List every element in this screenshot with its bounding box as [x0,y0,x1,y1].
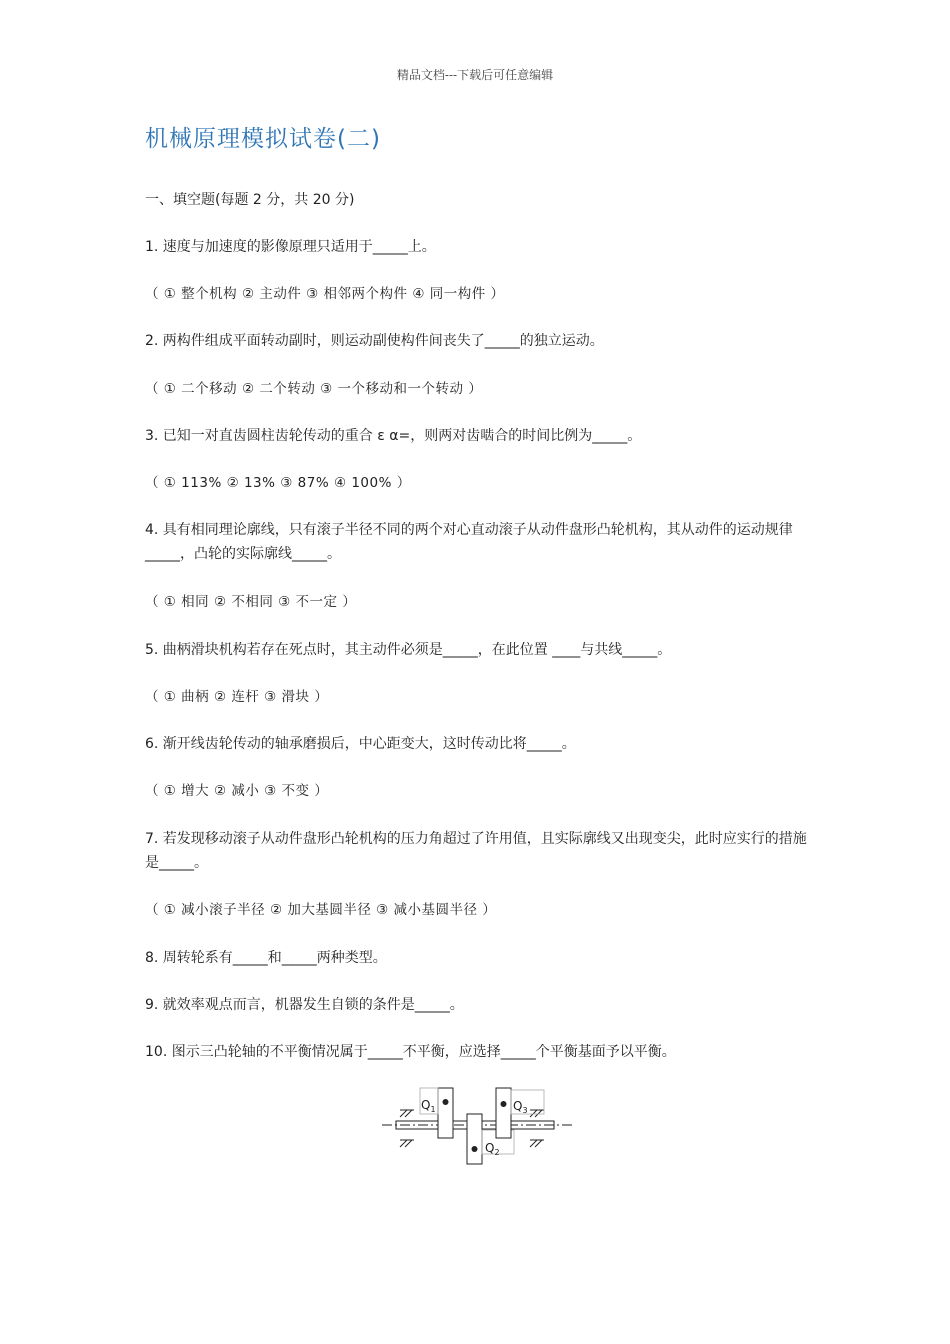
cam-3 [496,1088,511,1138]
cam-1-mass [443,1099,449,1105]
cam-2-label: $Q_2$ [485,1141,500,1157]
question-7-options: （ ① 减小滚子半径 ② 加大基圆半径 ③ 减小基圆半径 ） [145,902,497,918]
question-8: 8. 周转轮系有_____和_____两种类型。 [145,950,387,966]
question-1: 1. 速度与加速度的影像原理只适用于_____上。 [145,239,436,255]
question-6-options: （ ① 增大 ② 减小 ③ 不变 ） [145,783,329,799]
question-3: 3. 已知一对直齿圆柱齿轮传动的重合 ε α=，则两对齿啮合的时间比例为_____。 [145,428,642,444]
question-3-options: （ ① 113% ② 13% ③ 87% ④ 100% ） [145,475,411,491]
question-2: 2. 两构件组成平面转动副时，则运动副使构件间丧失了_____的独立运动。 [145,333,604,349]
question-2-options: （ ① 二个移动 ② 二个转动 ③ 一个移动和一个转动 ） [145,381,483,397]
question-10: 10. 图示三凸轮轴的不平衡情况属于_____不平衡，应选择_____个平衡基面予以平衡。 [145,1044,676,1060]
cam-1-label: $Q_1$ [421,1098,436,1114]
question-7: 7. 若发现移动滚子从动件盘形凸轮机构的压力角超过了许用值，且实际廓线又出现变尖，此时应实行的措施是_____。 [145,831,807,871]
page-title: 机械原理模拟试卷(二) [145,126,381,152]
cam-3-label: $Q_3$ [513,1099,528,1115]
question-9: 9. 就效率观点而言，机器发生自锁的条件是_____。 [145,997,464,1013]
section-heading: 一、填空题(每题 2 分，共 20 分) [145,192,355,208]
question-4-options: （ ① 相同 ② 不相同 ③ 不一定 ） [145,594,357,610]
cam-2-mass [472,1146,478,1152]
question-5: 5. 曲柄滑块机构若存在死点时，其主动件必须是_____，在此位置 ____与共线_____。 [145,642,672,658]
page-header-note: 精品文档---下载后可任意编辑 [396,68,554,82]
three-cam-shaft-figure [380,1082,575,1166]
cam-3-mass [501,1101,507,1107]
question-5-options: （ ① 曲柄 ② 连杆 ③ 滑块 ） [145,689,329,705]
question-4: 4. 具有相同理论廓线，只有滚子半径不同的两个对心直动滚子从动件盘形凸轮机构，其从动件的运动规律_____，凸轮的实际廓线_____。 [145,522,793,562]
question-6: 6. 渐开线齿轮传动的轴承磨损后，中心距变大，这时传动比将_____。 [145,736,576,752]
cam-2 [467,1114,482,1164]
question-1-options: （ ① 整个机构 ② 主动件 ③ 相邻两个构件 ④ 同一构件 ） [145,286,505,302]
cam-1 [438,1088,453,1138]
